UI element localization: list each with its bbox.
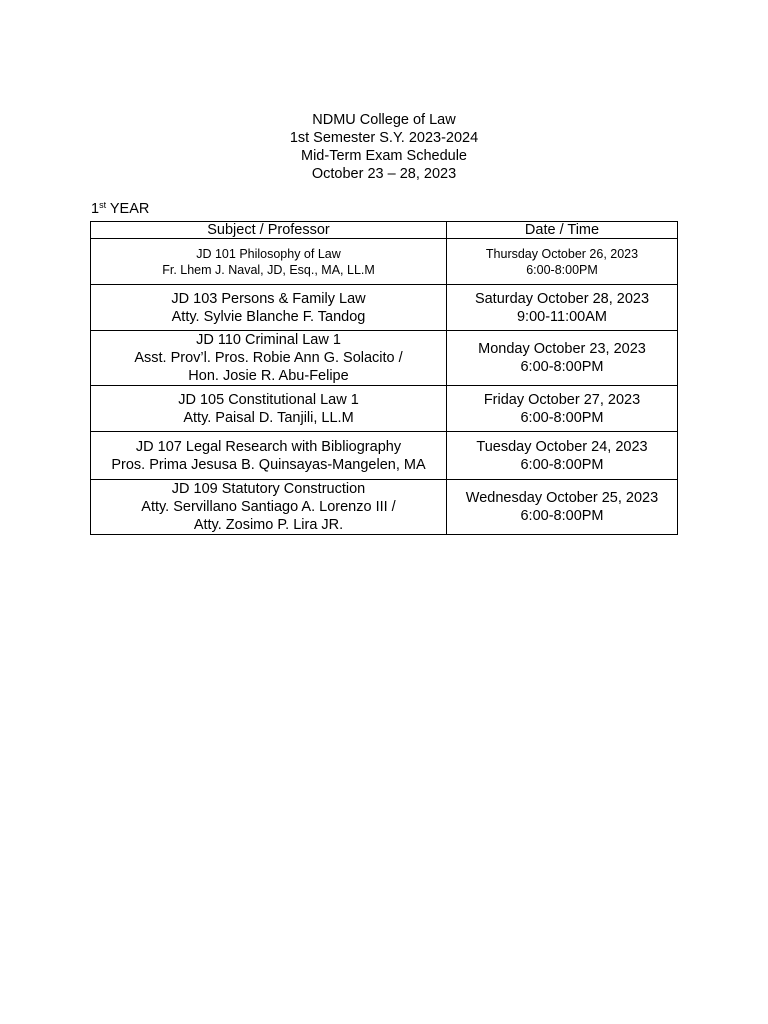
exam-time: 9:00-11:00AM bbox=[516, 308, 607, 325]
college-name: NDMU College of Law bbox=[312, 112, 456, 128]
professor-line: Atty. Servillano Santiago A. Lorenzo III / bbox=[141, 499, 396, 515]
exam-time: 6:00-8:00PM bbox=[520, 359, 604, 375]
exam-date: Saturday October 28, 2023 bbox=[474, 290, 650, 307]
subject-cell bbox=[91, 331, 447, 386]
table-row bbox=[91, 480, 678, 535]
exam-date: Monday October 23, 2023 bbox=[478, 341, 646, 357]
subject-line: JD 101 Philosophy of Law bbox=[196, 246, 341, 261]
date-cell bbox=[447, 285, 678, 331]
date-cell bbox=[447, 331, 678, 386]
date-cell bbox=[447, 386, 678, 432]
table-header-row bbox=[91, 222, 678, 239]
year-word: YEAR bbox=[109, 201, 150, 217]
table-row bbox=[91, 239, 678, 285]
exam-time: 6:00-8:00PM bbox=[520, 508, 604, 524]
exam-date: Thursday October 26, 2023 bbox=[485, 246, 639, 261]
professor-line: Hon. Josie R. Abu-Felipe bbox=[188, 368, 349, 384]
subject-line: JD 110 Criminal Law 1 bbox=[196, 332, 341, 348]
semester-line: 1st Semester S.Y. 2023-2024 bbox=[289, 130, 479, 146]
professor-line: Atty. Sylvie Blanche F. Tandog bbox=[171, 308, 366, 325]
date-cell bbox=[447, 480, 678, 535]
date-cell bbox=[447, 432, 678, 480]
year-number: 1 bbox=[91, 201, 100, 217]
exam-date: Friday October 27, 2023 bbox=[483, 391, 641, 408]
subject-line: JD 109 Statutory Construction bbox=[171, 481, 366, 497]
subject-cell bbox=[91, 285, 447, 331]
subject-line: JD 105 Constitutional Law 1 bbox=[178, 391, 359, 408]
table-row bbox=[91, 432, 678, 480]
column-header-date: Date / Time bbox=[447, 222, 678, 239]
exam-date: Tuesday October 24, 2023 bbox=[476, 438, 648, 455]
subject-cell bbox=[91, 239, 447, 285]
professor-line: Fr. Lhem J. Naval, JD, Esq., MA, LL.M bbox=[162, 262, 375, 277]
professor-line: Atty. Paisal D. Tanjili, LL.M bbox=[183, 409, 354, 426]
professor-line: Asst. Prov’l. Pros. Robie Ann G. Solacito / bbox=[134, 350, 403, 366]
subject-line: JD 103 Persons & Family Law bbox=[171, 290, 366, 307]
exam-time: 6:00-8:00PM bbox=[520, 456, 604, 473]
professor-line: Pros. Prima Jesusa B. Quinsayas-Mangelen, MA bbox=[111, 456, 426, 473]
schedule-title: Mid-Term Exam Schedule bbox=[301, 148, 467, 164]
exam-time: 6:00-8:00PM bbox=[520, 409, 604, 426]
year-label bbox=[91, 200, 149, 218]
subject-line: JD 107 Legal Research with Bibliography bbox=[135, 438, 402, 455]
date-cell bbox=[447, 239, 678, 285]
exam-schedule-table bbox=[90, 221, 678, 535]
year-ordinal-suffix: st bbox=[99, 200, 107, 210]
schedule-date-range: October 23 – 28, 2023 bbox=[311, 166, 457, 182]
column-header-subject: Subject / Professor bbox=[91, 222, 447, 239]
professor-line: Atty. Zosimo P. Lira JR. bbox=[193, 517, 344, 533]
exam-time: 6:00-8:00PM bbox=[526, 262, 598, 277]
subject-cell bbox=[91, 480, 447, 535]
table-row bbox=[91, 285, 678, 331]
subject-cell bbox=[91, 432, 447, 480]
table-row bbox=[91, 331, 678, 386]
document-header bbox=[0, 111, 768, 183]
exam-date: Wednesday October 25, 2023 bbox=[465, 490, 659, 506]
subject-cell bbox=[91, 386, 447, 432]
table-row bbox=[91, 386, 678, 432]
